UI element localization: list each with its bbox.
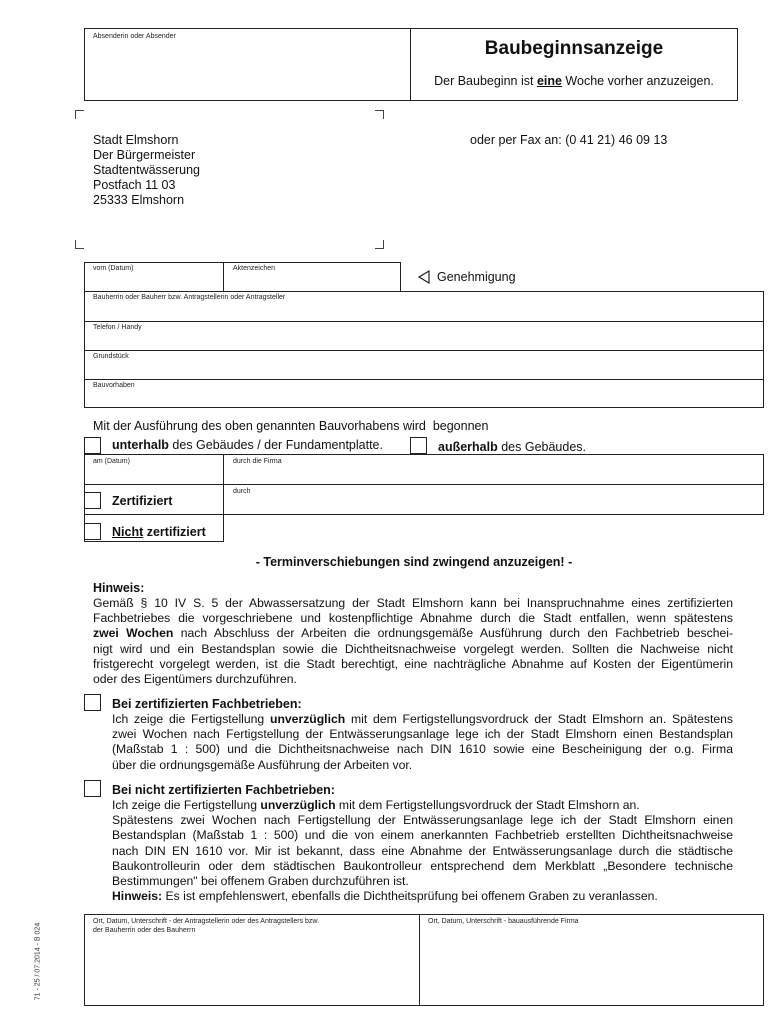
- address-line: Stadtentwässerung: [93, 163, 201, 177]
- outside-rest: des Gebäudes.: [497, 440, 587, 454]
- certified-l1-bold: unverzüglich: [270, 712, 346, 726]
- certified-company-checkbox[interactable]: [84, 694, 101, 711]
- phone-field[interactable]: [84, 321, 764, 351]
- hint-line-rest: nach Abschluss der Arbeiten die ordnungsgemäße Ausführung durch den Fachbetrieb beschei-: [180, 626, 734, 641]
- certified-checkbox[interactable]: [84, 492, 101, 509]
- corner-mark-bottom-right: [375, 240, 384, 249]
- noncertified-company-checkbox[interactable]: [84, 780, 101, 797]
- certified-line: [112, 712, 733, 727]
- noncert-l1-bold: unverzüglich: [260, 798, 336, 812]
- address-line: 25333 Elmshorn: [93, 193, 185, 207]
- noncert-line: nach DIN EN 1610 vor. Mir ist bekannt, dass eine Abnahme der Entwässerungsanlage durch die städtische: [112, 843, 733, 858]
- signature-label-line: der Bauherrin oder des Bauherrn: [93, 927, 196, 934]
- inside-rest: des Gebäudes / der Fundamentplatte.: [168, 438, 383, 452]
- noncert-hint-line: [112, 889, 733, 904]
- address-line: Stadt Elmshorn: [93, 133, 179, 147]
- hint-line: fristgerecht vorgelegt werden, ist die Stadt berechtigt, eine nachträgliche Abnahme auf Kosten der Eigentümerin: [93, 656, 733, 671]
- triangle-marker-icon: [418, 270, 430, 284]
- parcel-label: Grundstück: [93, 353, 129, 360]
- hint-bold-phrase: zwei Wochen: [93, 626, 174, 641]
- noncertified-section-text: [112, 798, 733, 904]
- address-line: Der Bürgermeister: [93, 148, 196, 162]
- not-cert-underlined: Nicht: [112, 525, 144, 539]
- outside-bold: außerhalb: [438, 440, 498, 454]
- by-field[interactable]: [223, 484, 764, 515]
- applicant-label: Bauherrin oder Bauherr bzw. Antragstellerin oder Antragsteller: [93, 294, 286, 301]
- certified-section-text: [112, 712, 733, 773]
- applicant-signature-label: [93, 917, 319, 935]
- not-cert-rest: zertifiziert: [143, 525, 206, 539]
- inside-bold: unterhalb: [112, 438, 169, 452]
- hint-line: Fachbetriebes die vorgeschriebene und kostenpflichtige Abnahme durch die Stadt entfallen, wenn spätestens: [93, 611, 733, 626]
- parcel-field[interactable]: [84, 350, 764, 380]
- certified-l1-pre: Ich zeige die Fertigstellung: [112, 712, 271, 726]
- not-certified-checkbox[interactable]: [84, 523, 101, 540]
- hint-title: Hinweis:: [93, 581, 145, 595]
- by-label: durch: [233, 488, 251, 495]
- file-number-label: Aktenzeichen: [233, 265, 276, 272]
- company-signature-field[interactable]: [419, 914, 764, 1006]
- certified-line: über die ordnungsgemäße Ausführung der Arbeiten vor.: [112, 757, 413, 772]
- outside-building-label: [438, 440, 586, 454]
- page-subtitle: [410, 74, 738, 88]
- certified-label: Zertifiziert: [112, 494, 173, 508]
- company-label: durch die Firma: [233, 458, 282, 465]
- noncert-line: Bestandsplan (Maßstab 1 : 500) und die von einem anerkannten Fachbetrieb erstellten Dichtheitsnachweise: [112, 828, 733, 843]
- inside-building-label: [112, 438, 383, 452]
- subtitle-pre: Der Baubeginn ist: [434, 74, 537, 88]
- not-certified-label: [112, 525, 206, 539]
- hint-line: oder des Eigentümers durchzuführen.: [93, 672, 297, 687]
- corner-mark-top-right: [375, 110, 384, 119]
- phone-label: Telefon / Handy: [93, 324, 142, 331]
- hint-line: nigt wird und ein Bestandsplan sowie die Dichtheitsnachweise vorgelegt werden. Sollten die Nachweise nicht: [93, 641, 733, 656]
- certified-l1-post: mit dem Fertigstellungsvordruck der Stadt Elmshorn an. Spätestens: [345, 712, 733, 726]
- company-signature-label: Ort, Datum, Unterschrift - bauausführende Firma: [428, 918, 579, 925]
- subtitle-emphasis: eine: [536, 74, 562, 88]
- signature-label-line: Ort, Datum, Unterschrift - der Antragstellerin oder des Antragstellers bzw.: [93, 918, 320, 925]
- noncert-l1-post: mit dem Fertigstellungsvordruck der Stadt Elmshorn an.: [335, 798, 640, 812]
- company-field[interactable]: [223, 454, 764, 485]
- approval-label: Genehmigung: [437, 270, 516, 284]
- noncert-l1-pre: Ich zeige die Fertigstellung: [112, 798, 261, 812]
- subtitle-post: Woche vorher anzuzeigen.: [561, 74, 714, 88]
- reschedule-notice: - Terminverschiebungen sind zwingend anzuzeigen! -: [255, 555, 573, 569]
- address-line: Postfach 11 03: [93, 178, 176, 192]
- begin-intro: Mit der Ausführung des oben genannten Bauvorhabens wird begonnen: [93, 419, 489, 433]
- corner-mark-top-left: [75, 110, 84, 119]
- start-date-label: am (Datum): [93, 458, 130, 465]
- noncert-line: [112, 798, 733, 813]
- noncert-line: Bestimmungen" bei offenem Graben durchzuführen ist.: [112, 874, 409, 889]
- noncert-hint-rest: Es ist empfehlenswert, ebenfalls die Dichtheitsprüfung bei offenem Graben zu veranlassen.: [162, 889, 658, 904]
- certified-line: zwei Wochen nach Fertigstellung der Entwässerungsanlage lege ich der Stadt Elmshorn einen Bestandsplan: [112, 727, 733, 742]
- noncert-line: Spätestens zwei Wochen nach Fertigstellung der Entwässerungsanlage lege ich der Stadt Elmshorn einen: [112, 813, 733, 828]
- page-title: Baubeginnsanzeige: [484, 38, 664, 59]
- form-code: 71 - 25 / 07.2014 - B 024: [34, 922, 42, 1001]
- project-field[interactable]: [84, 379, 764, 408]
- outside-building-checkbox[interactable]: [410, 437, 427, 454]
- hint-line: Gemäß § 10 IV S. 5 der Abwassersatzung der Stadt Elmshorn kann bei Inanspruchnahme eines zertifizierten: [93, 596, 733, 610]
- hint-paragraph: [93, 596, 733, 687]
- noncert-hint-bold: Hinweis:: [112, 889, 163, 904]
- noncertified-section-title: Bei nicht zertifizierten Fachbetrieben:: [112, 783, 335, 797]
- corner-mark-bottom-left: [75, 240, 84, 249]
- inside-building-checkbox[interactable]: [84, 437, 101, 454]
- fax-number: oder per Fax an: (0 41 21) 46 09 13: [470, 133, 668, 147]
- recipient-address: [93, 133, 200, 208]
- noncert-line: Baukontrolleurin oder dem städtischen Baukontrolleur entsprechend dem Merkblatt „Besondere technische: [112, 858, 733, 873]
- certified-section-title: Bei zertifizierten Fachbetrieben:: [112, 697, 302, 711]
- project-label: Bauvorhaben: [93, 382, 135, 389]
- permit-date-label: vom (Datum): [93, 265, 134, 272]
- certified-line: (Maßstab 1 : 500) und die Dichtheitsnachweise nach DIN 1610 sowie eine Bescheinigung der o.g. Firma: [112, 742, 733, 757]
- sender-label: Absenderin oder Absender: [93, 33, 176, 40]
- hint-line: [93, 626, 733, 641]
